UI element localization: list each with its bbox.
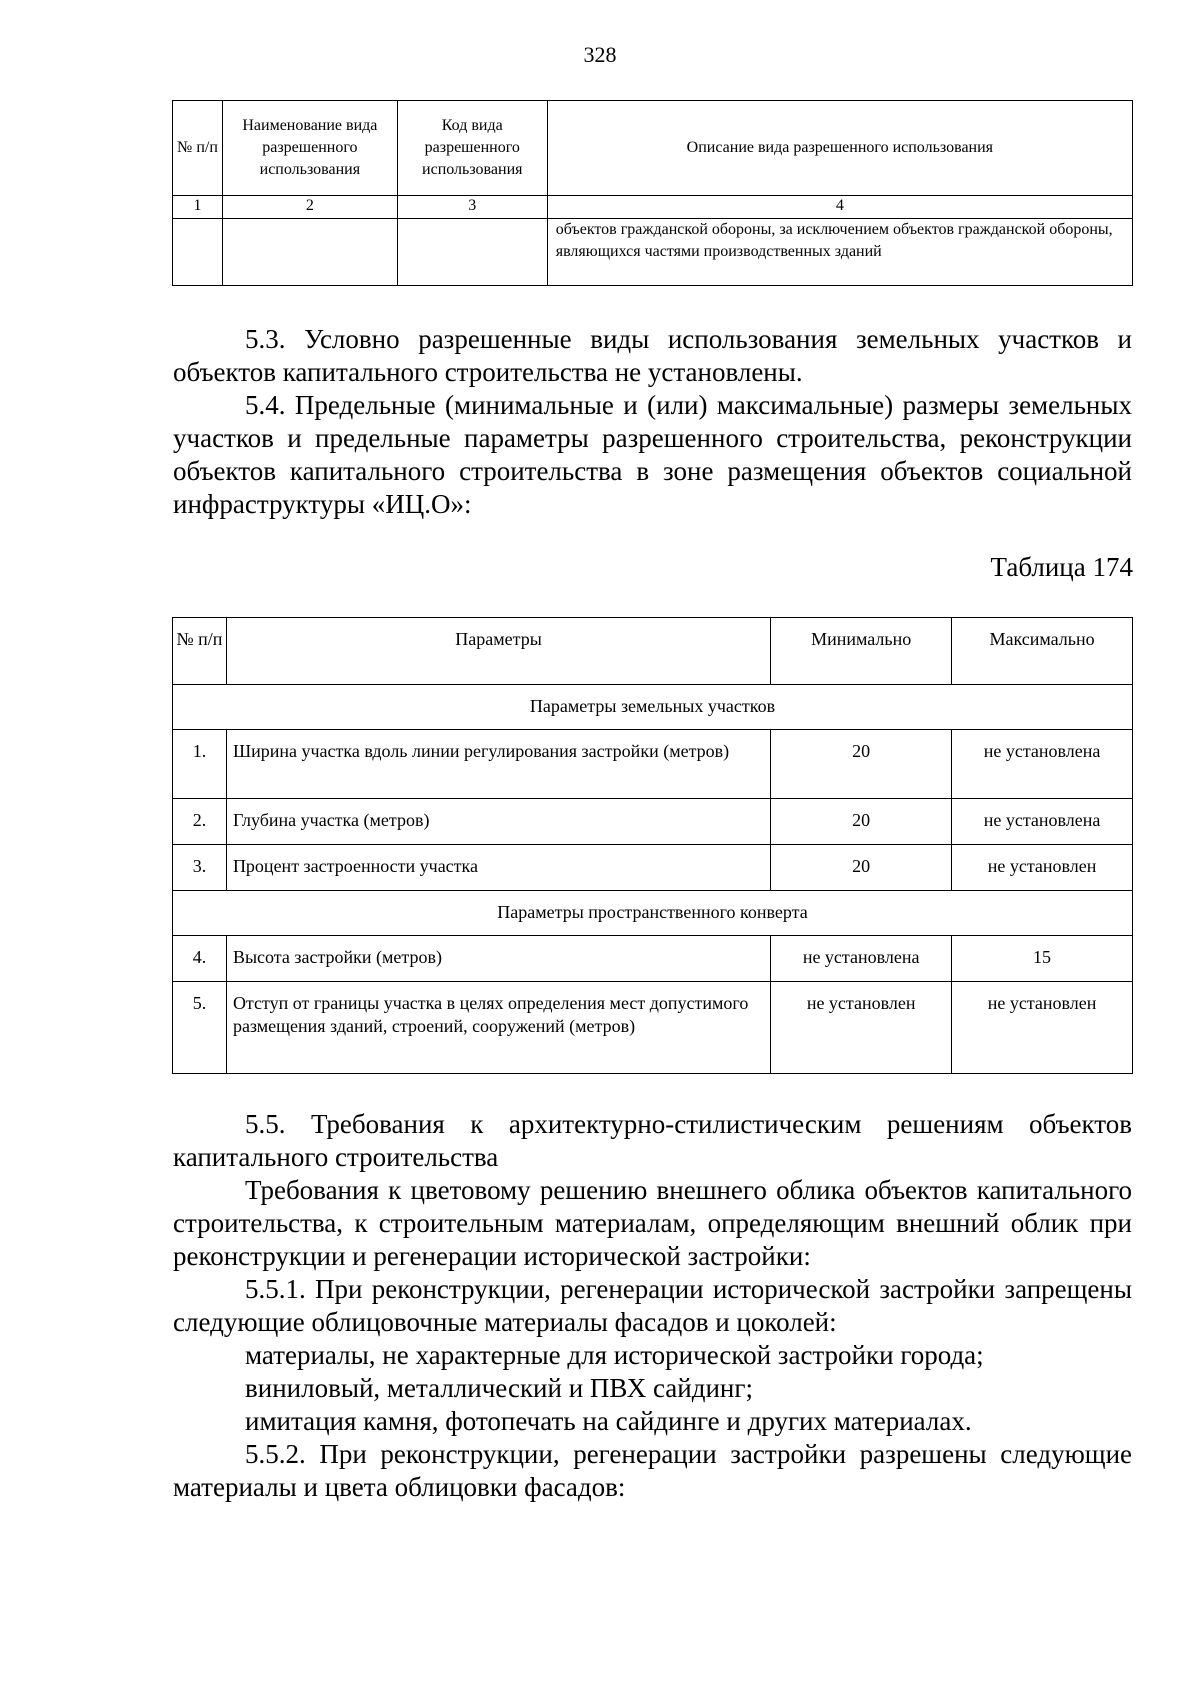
section-title: Параметры пространственного конверта: [173, 891, 1133, 936]
table-row: [173, 845, 1133, 891]
row-number: 2.: [173, 799, 227, 845]
paragraph-5-3: [173, 323, 1132, 389]
empty-cell: [397, 219, 547, 286]
table-row: [173, 799, 1133, 845]
section-title: Параметры земельных участков: [173, 685, 1133, 730]
header-cell-minimum: Минимально: [771, 618, 952, 685]
parameters-table: [172, 617, 1133, 1074]
list-item: имитация камня, фотопечать на сайдинге и других материалах.: [245, 1406, 972, 1436]
maximum-cell: не установлена: [952, 799, 1133, 845]
paragraph-text: 5.4. Предельные (минимальные и (или) максимальные) размеры земельных участков и предельные параметры разрешенного строительства, реконструкции объектов капитального строительства в зоне размещения объектов социальной инфраструктуры «ИЦ.О»:: [173, 390, 1132, 519]
header-cell-use-code: Код вида разрешенного использования: [397, 101, 547, 196]
parameter-cell: Процент застроенности участка: [226, 845, 770, 891]
description-cell: объектов гражданской обороны, за исключением объектов гражданской обороны, являющихся частями производственных зданий: [547, 219, 1132, 286]
parameter-cell: Глубина участка (метров): [226, 799, 770, 845]
column-number-row: [173, 196, 1133, 219]
maximum-cell: не установлен: [952, 845, 1133, 891]
table-header-row: [173, 618, 1133, 685]
header-cell-use-name: Наименование вида разрешенного использования: [222, 101, 397, 196]
table-row: [173, 982, 1133, 1074]
header-cell-number: № п/п: [173, 101, 223, 196]
maximum-cell: 15: [952, 936, 1133, 982]
list-item: виниловый, металлический и ПВХ сайдинг;: [245, 1373, 753, 1403]
empty-cell: [222, 219, 397, 286]
land-use-table: [172, 100, 1133, 286]
list-item: материалы, не характерные для исторической застройки города;: [245, 1340, 984, 1370]
paragraph-5-5: 5.5. Требования к архитектурно-стилистическим решениям объектов капитального строительства: [173, 1109, 1132, 1172]
section-row-envelope: [173, 891, 1133, 936]
table-row: [173, 936, 1133, 982]
minimum-cell: 20: [771, 799, 952, 845]
row-number: 5.: [173, 982, 227, 1074]
maximum-cell: не установлен: [952, 982, 1133, 1074]
row-number: 4.: [173, 936, 227, 982]
header-cell-number: № п/п: [173, 618, 227, 685]
maximum-cell: не установлена: [952, 730, 1133, 799]
header-cell-use-description: Описание вида разрешенного использования: [547, 101, 1132, 196]
paragraph-5-5-2: 5.5.2. При реконструкции, регенерации застройки разрешены следующие материалы и цвета облицовки фасадов:: [173, 1439, 1132, 1502]
table-row: [173, 730, 1133, 799]
parameter-cell: Высота застройки (метров): [226, 936, 770, 982]
row-number: 1.: [173, 730, 227, 799]
paragraph-5-5-1: 5.5.1. При реконструкции, регенерации исторической застройки запрещены следующие облицовочные материалы фасадов и цоколей:: [173, 1274, 1132, 1337]
parameter-cell: Ширина участка вдоль линии регулирования застройки (метров): [226, 730, 770, 799]
section-row-land: [173, 685, 1133, 730]
header-cell-parameters: Параметры: [226, 618, 770, 685]
minimum-cell: 20: [771, 730, 952, 799]
page-number: 328: [583, 42, 617, 67]
header-cell-maximum: Максимально: [952, 618, 1133, 685]
table-caption: Таблица 174: [990, 552, 1133, 582]
minimum-cell: не установлена: [771, 936, 952, 982]
minimum-cell: не установлен: [771, 982, 952, 1074]
column-number-4: 4: [547, 196, 1132, 219]
paragraph-text: 5.3. Условно разрешенные виды использования земельных участков и объектов капитального строительства не установлены.: [173, 324, 1132, 387]
column-number-3: 3: [397, 196, 547, 219]
paragraph-requirements: Требования к цветовому решению внешнего облика объектов капитального строительства, к строительным материалам, определяющим внешний облик при реконструкции и регенерации исторической застройки:: [173, 1175, 1132, 1271]
parameter-cell: Отступ от границы участка в целях определения мест допустимого размещения зданий, строений, сооружений (метров): [226, 982, 770, 1074]
table-header-row: [173, 101, 1133, 196]
empty-cell: [173, 219, 223, 286]
column-number-2: 2: [222, 196, 397, 219]
table-row: [173, 219, 1133, 286]
row-number: 3.: [173, 845, 227, 891]
minimum-cell: 20: [771, 845, 952, 891]
column-number-1: 1: [173, 196, 223, 219]
section-5-5: [173, 1108, 1132, 1504]
paragraph-5-4: [173, 389, 1132, 521]
